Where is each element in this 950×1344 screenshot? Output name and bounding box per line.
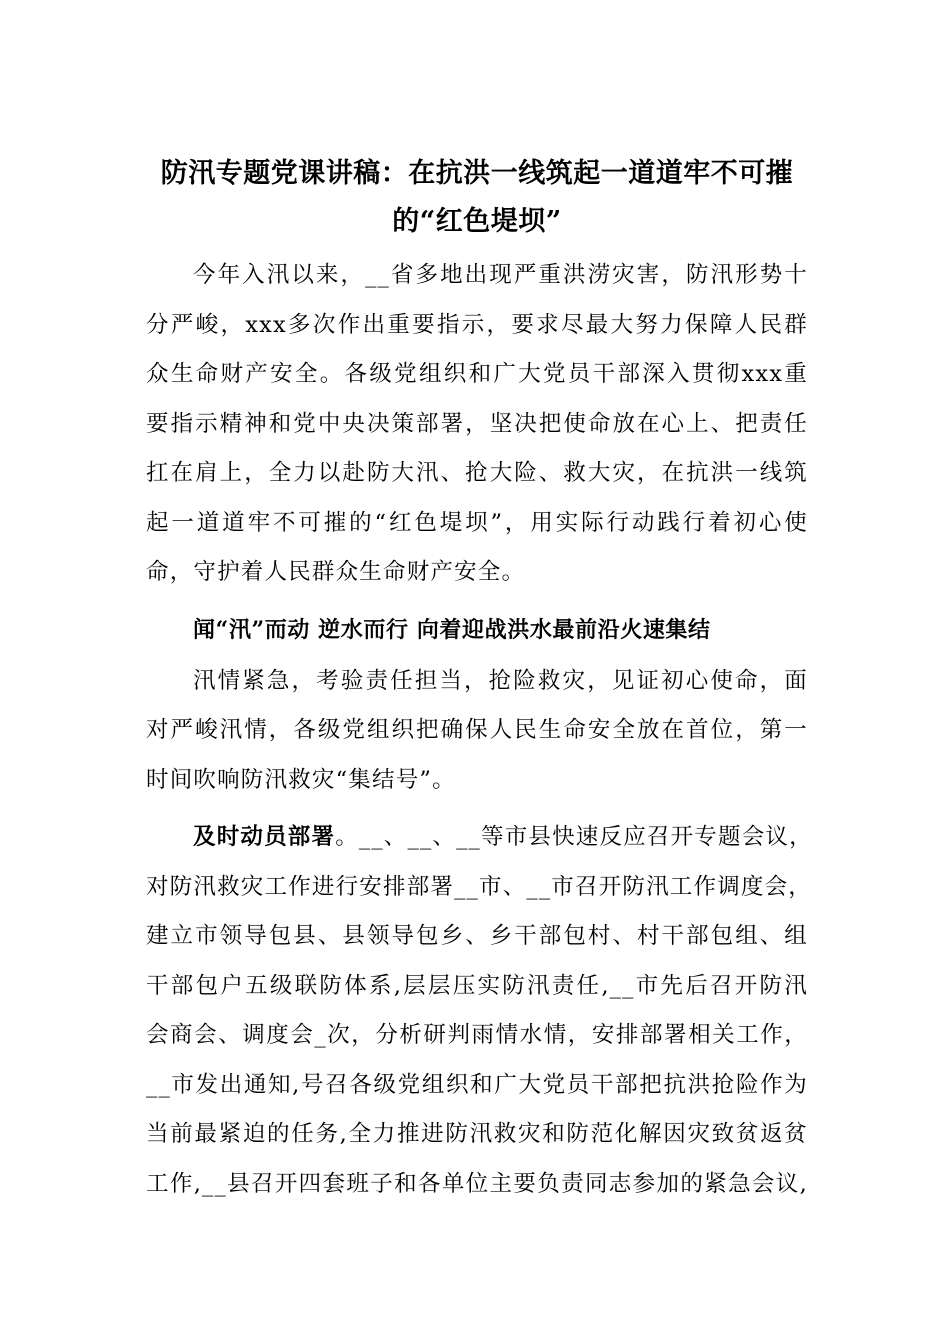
text-line: 会商会、调度会_次，分析研判雨情水情，安排部署相关工作，: [146, 1022, 808, 1048]
deploy-first-text: 。__、__、__等市县快速反应召开专题会议，: [335, 824, 813, 850]
text-line: [146, 813, 813, 863]
text-line: 对严峻汛情，各级党组织把确保人民生命安全放在首位，第一: [146, 717, 808, 743]
text-line: 要指示精神和党中央决策部署，坚决把使命放在心上、把责任: [146, 410, 808, 437]
section-heading: 闻“汛”而动 逆水而行 向着迎战洪水最前沿火速集结: [193, 616, 711, 643]
text-line: 当前最紧迫的任务,全力推进防汛救灾和防范化解因灾致贫返贫: [146, 1121, 808, 1147]
document-title: [146, 150, 808, 246]
text-line: 命，守护着人民群众生命财产安全。: [146, 559, 526, 585]
intro-paragraph: [146, 251, 808, 598]
deploy-paragraph: [146, 813, 813, 1209]
text-line: 干部包户五级联防体系,层层压实防汛责任,__市先后召开防汛: [146, 972, 808, 999]
title-line: 的“红色堤坝”: [392, 206, 562, 237]
text-line: 众生命财产安全。各级党组织和广大党员干部深入贯彻xxx重: [146, 361, 808, 387]
text-line: 对防汛救灾工作进行安排部署__市、__市召开防汛工作调度会，: [146, 873, 813, 900]
section-paragraph: [146, 657, 808, 806]
text-line: 分严峻，xxx多次作出重要指示，要求尽最大努力保障人民群: [146, 311, 808, 338]
title-line: 防汛专题党课讲稿：在抗洪一线筑起一道道牢不可摧: [160, 158, 794, 189]
text-line: 时间吹响防汛救灾“集结号”。: [146, 766, 456, 793]
text-line: 今年入汛以来，__省多地出现严重洪涝灾害，防汛形势十: [193, 262, 808, 288]
deploy-lead: 及时动员部署: [193, 824, 336, 850]
text-line: __市发出通知,号召各级党组织和广大党员干部把抗洪抢险作为: [146, 1071, 808, 1098]
text-line: 起一道道牢不可摧的“红色堤坝”，用实际行动践行着初心使: [146, 509, 808, 536]
text-line: 建立市领导包县、县领导包乡、乡干部包村、村干部包组、组: [146, 923, 808, 949]
text-line: 扛在肩上，全力以赴防大汛、抢大险、救大灾，在抗洪一线筑: [146, 460, 808, 486]
document-page: [146, 150, 813, 1209]
text-line: 工作,__县召开四套班子和各单位主要负责同志参加的紧急会议,: [146, 1170, 808, 1197]
text-line: 汛情紧急，考验责任担当，抢险救灾，见证初心使命，面: [193, 667, 808, 694]
